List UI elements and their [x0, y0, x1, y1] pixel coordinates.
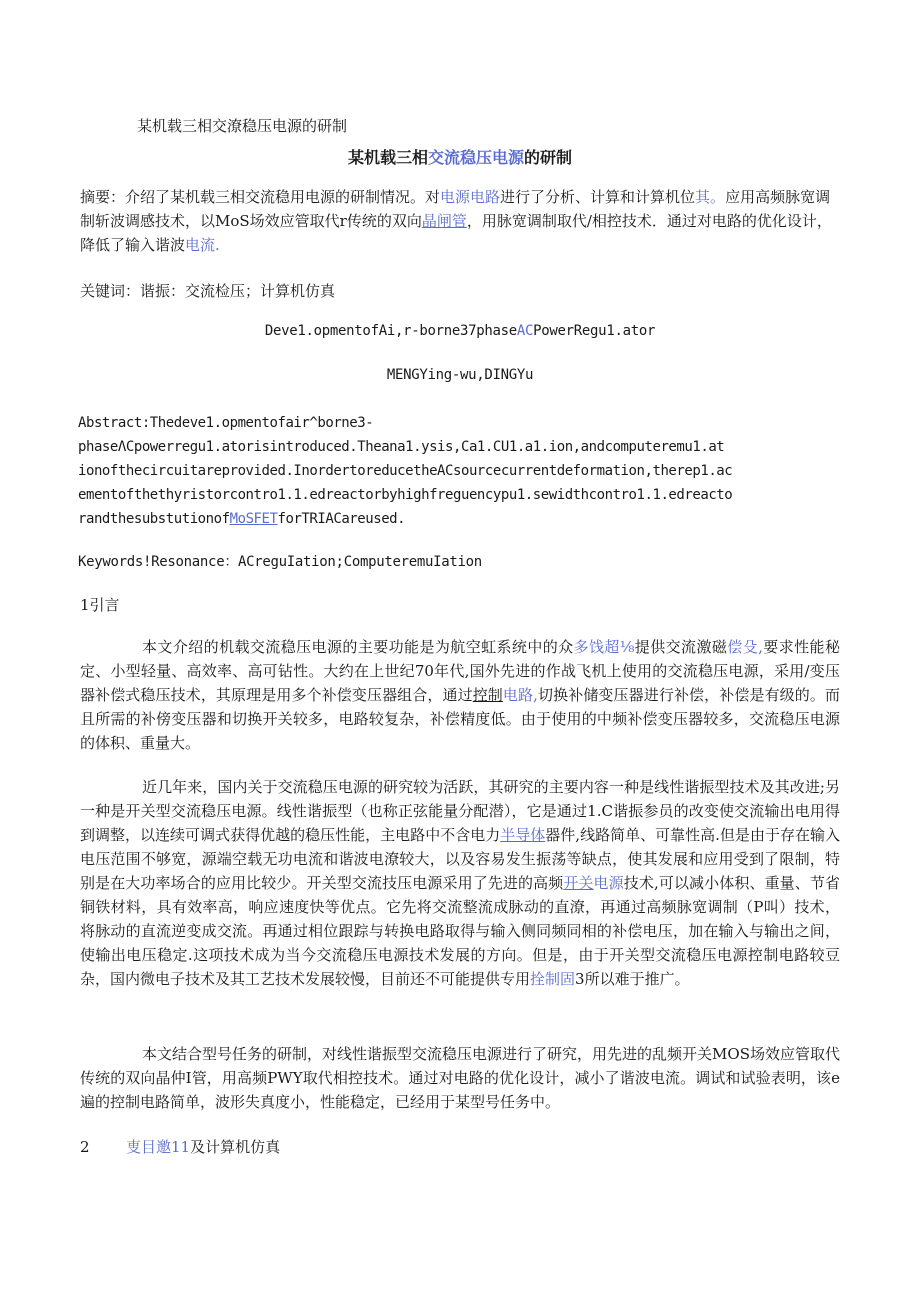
- paragraph-2: 近几年来，国内关于交流稳压电源的研究较为活跃，其研究的主要内容一种是线性谐振型技术及其改进;另一种是开关型交流稳压电源。线性谐振型（也称正弦能量分配潜），它是通过1.C谐振参员的改变使交流输出电用得到调整，以连续可调式获得优越的稳压性能，主电路中不含电力半导体器件,线路简单、可靠性高.但是由于存在输入电压范围不够宽，源端空载无功电流和谐波电潦较大，以及容易发生振荡等缺点，使其发展和应用受到了限制，特别是在大功率场合的应用比较少。开关型交流技压电源采用了先进的高频开关电源技术,可以减小体积、重量、节省铜铁材料，具有效率高，响应速度快等优点。它先将交流整流成脉动的直潦，再通过高频脉宽调制（P叫）技术，将脉动的直流逆变成交流。再通过相位跟踪与转换电路取得与输入侧同频同相的补偿电压，加在输入与输出之间，使输出电压稳定.这项技术成为当今交流稳压电源技术发展的方向。但是，由于开关型交流稳压电源控制电路较豆杂，国内微电子技术及其工艺技术发展较慢，目前还不可能提供专用拴制固3所以难于推广。: [80, 778, 840, 988]
- abstract-en-line: phaseΛCpowerregu1.atorisintroduced.Theana1.ysis,Ca1.CU1.a1.ion,andcomputeremu1.at: [78, 439, 725, 455]
- link-simulation[interactable]: 其。: [695, 188, 726, 206]
- link-switch[interactable]: 开关: [563, 874, 594, 892]
- link-p1-b[interactable]: 偿殳,: [727, 638, 763, 656]
- keywords-en: Keywords!Resonance：ACreguIation;ComputeremuIation: [78, 554, 482, 570]
- link-current[interactable]: 电流.: [185, 236, 220, 254]
- link-p1-a[interactable]: 多饯超⅛: [573, 638, 635, 656]
- link-semiconductor[interactable]: 半导体: [500, 826, 546, 844]
- section-2-heading: 2 叓目邀11及计算机仿真: [80, 1138, 281, 1156]
- keywords-cn: 关键词：谐振：交流检压；计算机仿真: [80, 282, 336, 300]
- abstract-cn: 摘要：介绍了某机载三相交流稳用电源的研制情况。对电源电路进行了分析、计算和计算机位其。应用高频脉宽调制斩波调感技术，以MoS场效应管取代r传统的双向晶闸管，用脉宽调制取代/相控技术．通过对电路的优化设计，降低了输入谐波电流.: [80, 188, 832, 254]
- abstract-en-line: randthesubstutionofMoSFETforTRIACareused.: [78, 511, 406, 527]
- abstract-en-line: ementofthethyristorcontro1.1.edreactorbyhighfreguencypu1.sewidthcontro1.1.edreacto: [78, 487, 733, 503]
- link-control[interactable]: 控制: [472, 686, 503, 704]
- link-circuit[interactable]: 电路,: [502, 686, 538, 704]
- abstract-en-line: Abstract:Thedeve1.opmentofair^borne3-: [78, 415, 374, 431]
- en-authors: MENGYing-wu,DINGYu: [386, 367, 534, 383]
- link-power-circuit[interactable]: 电源电路: [440, 188, 501, 206]
- section-1-heading: 1引言: [80, 596, 120, 614]
- link-ac[interactable]: AC: [516, 323, 534, 339]
- abstract-en-line: ionofthecircuitareprovided.InordertoreducetheACsourcecurrentdeformation,therep1.ac: [78, 463, 733, 479]
- link-power[interactable]: 电源: [593, 874, 624, 892]
- paragraph-1: 本文介绍的机载交流稳压电源的主要功能是为航空虹系统中的众多饯超⅛提供交流激磁偿殳,要求性能秘定、小型轻量、高效率、高可钻性。大约在上世纪70年代,国外先进的作战飞机上使用的交流稳压电源，采用/变压器补偿式稳压技术，其原理是用多个补偿变压器组合，通过控制电路,切换补储变压器进行补偿，补偿是有级的。而且所需的补傍变压器和切换开关较多，电路较复杂，补偿精度低。由于使用的中频补偿变压器较多，交流稳压电源的体积、重量大。: [80, 638, 840, 752]
- title-link[interactable]: 交流稳压电源: [427, 148, 524, 167]
- link-mosfet[interactable]: MoSFET: [229, 511, 278, 527]
- paragraph-3: 本文结合型号任务的研制，对线性谐振型交流稳压电源进行了研究，用先进的乱频开关MOS场效应管取代传统的双向晶仲I管，用高频PWY取代相控技术。通过对电路的优化设计，减小了谐波电流。调试和试验表明，该e遍的控制电路简单，波形失真度小，性能稳定，已经用于某型号任务中。: [80, 1045, 840, 1111]
- link-section-2[interactable]: 叓目邀11: [126, 1138, 191, 1156]
- link-control-ic[interactable]: 拴制固: [530, 970, 576, 988]
- en-title: Deve1.opmentofAi,r-borne37phaseACPowerRegu1.ator: [264, 323, 656, 339]
- doc-title: 某机载三相交流稳压电源的研制: [347, 148, 573, 167]
- abstract-en: [78, 411, 848, 531]
- link-thyristor[interactable]: 晶闸管: [421, 212, 467, 230]
- doc-title-top: 某机载三相交潦稳压电源的研制: [137, 117, 348, 135]
